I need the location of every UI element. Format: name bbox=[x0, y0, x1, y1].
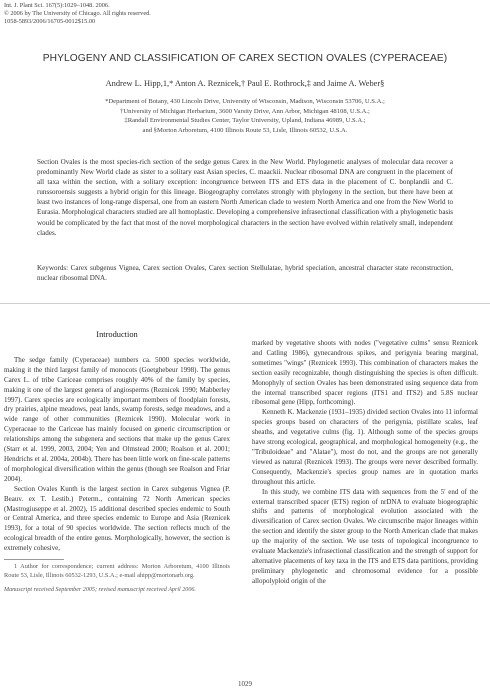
section-heading-introduction: Introduction bbox=[96, 330, 138, 339]
body-paragraph: Kenneth K. Mackenzie (1931–1935) divided section Ovales into 11 informal species groups based on characters of the perigynia, pistillate scales, leaf sheaths, and vegetative culms (fig. 1). Although some of the species groups have strong ecological, geographical, and morphological homogeneity (e.g., the "Tribuloideae" and "Alatae"), most do not, and the groups are not generally viewed as natural (Reznicek 1993). The groups were never described formally. Consequently, Mackenzie's species group names are in quotation marks throughout this article. bbox=[252, 408, 478, 486]
abstract: Section Ovales is the most species-rich section of the sedge genus Carex in the New World. Phylogenetic analyses of molecular data recover a predominantly New World clade as sister to a solitary east Asian species, C. maackii. Nuclear ribosomal DNA are congruent in the placement of all taxa within the section, with a solitary exception: incongruence between ITS and ETS data in the placement of C. bonplandii and C. runssoroensis suggests a hybrid origin for this lineage. Biogeography correlates strongly with phylogeny in the section, but there have been at least two instances of long-range dispersal, one from an eastern North American clade to western North America and one from the New World to Eurasia. Morphological characters studied are all homoplastic. Developing a comprehensive infrasectional classification with a phylogenetic basis would be complicated by the fact that most of the novel morphological characters in the section have evolved within relatively small, independent clades. bbox=[37, 158, 453, 237]
affiliation-1: *Department of Botany, 430 Lincoln Drive, University of Wisconsin, Madison, Wisconsin 53706, U.S.A.; bbox=[105, 98, 385, 105]
affiliation-4: and §Morton Arboretum, 4100 Illinois Route 53, Lisle, Illinois 60532, U.S.A. bbox=[142, 126, 348, 134]
body-paragraph: marked by vegetative shoots with nodes ("vegetative culms" sensu Reznicek and Catling 1986), gynecandrous spikes, and perigynia bearing marginal, sometimes "wings" (Reznicek 1993). This combination of characters makes the section easily recognizable, though distinguishing the species is often difficult. Monophyly of section Ovales has been demonstrated using sequence data from the internal transcribed spacer regions (ITS1 and ITS2) and 5.8S nuclear ribosomal gene (Hipp, forthcoming). bbox=[252, 339, 478, 407]
journal-header bbox=[4, 2, 151, 26]
affiliations bbox=[30, 97, 460, 135]
author-footnote: 1 Author for correspondence; current address: Morton Arboretum, 4100 Illinois Route 53, Lisle, Illinois 60532-1293, U.S.A.; e-mail ahipp@mortonarb.org. bbox=[4, 563, 230, 579]
copyright-line: © 2006 by The University of Chicago. All rights reserved. bbox=[4, 10, 151, 17]
page-number: 1029 bbox=[238, 680, 252, 688]
keywords: Keywords: Carex subgenus Vignea, Carex section Ovales, Carex section Stellulatae, hybrid speciation, ancestral character state reconstruction, nuclear ribosomal DNA. bbox=[37, 264, 453, 283]
right-column bbox=[252, 339, 478, 587]
article-title: PHYLOGENY AND CLASSIFICATION OF CAREX SECTION OVALES (CYPERACEAE) bbox=[42, 53, 448, 64]
affiliation-3: ‡Randall Environmental Studies Center, Taylor University, Upland, Indiana 46989, U.S.A.; bbox=[124, 117, 366, 125]
citation-line: Int. J. Plant Sci. 167(5):1029–1048. 2006. bbox=[4, 2, 110, 9]
left-column bbox=[4, 330, 230, 594]
body-paragraph: Section Ovales Kunth is the largest section in Carex subgenus Vignea (P. Beauv. ex T. Lestib.) Peterm., containing 72 North American species (Mastrogiuseppe et al. 2002), 15 additional described species endemic to South or Central America, and three species endemic to Europe and Asia (Reznicek 1993), for a total of 90 species worldwide. The section reflects much of the ecological breadth of the entire genus. Morphologically, however, the section is extremely cohesive, bbox=[4, 484, 230, 553]
affiliation-2: †University of Michigan Herbarium, 3600 Varsity Drive, Ann Arbor, Michigan 48108, U.S.A.; bbox=[120, 107, 370, 115]
author-line: Andrew L. Hipp,1,* Anton A. Reznicek,† Paul E. Rothrock,‡ and Jaime A. Weber§ bbox=[105, 79, 385, 88]
body-paragraph: In this study, we combine ITS data with sequences from the 5′ end of the external transcribed spacer (ETS) region of nrDNA to evaluate biogeographic shifts and patterns of morphological evolution associated with the diversification of Carex section Ovales. We circumscribe major lineages within the section and identify the sister group to the North American clade that makes up the majority of the section. We use tests of topological incongruence to evaluate Mackenzie's infrasectional classification and the strength of support for alternative placements of key taxa in the ITS and ETS data partitions, providing preliminary phylogenetic and chromosomal evidence for a possible allopolyploid origin of the bbox=[252, 487, 478, 585]
issn-line: 1058-5893/2006/16705-0012$15.00 bbox=[4, 18, 96, 25]
footnote-rule bbox=[4, 559, 64, 560]
section-divider bbox=[0, 303, 490, 304]
manuscript-dates: Manuscript received September 2005; revised manuscript received April 2006. bbox=[4, 587, 196, 594]
body-paragraph: The sedge family (Cyperaceae) numbers ca. 5000 species worldwide, making it the third largest family of monocots (Goetghebeur 1998). The genus Carex L. of tribe Cariceae comprises roughly 40% of the family by species, making it one of the largest genera of angiosperms (Reznicek 1990; Mabberley 1997). Carex species are ecologically important members of floodplain forests, dry prairies, alpine meadows, peat lands, swamp forests, sedge meadows, and a wide range of other communities (Reznicek 1990). Molecular work in Cyperaceae to the Cariceae has mainly focused on generic circumscription or relationships among the subgenera and sections that make up the genus Carex (Starr et al. 1999, 2003, 2004; Yen and Olmstead 2000; Roalson et al. 2001; Hendrichs et al. 2004a, 2004b). There has been little work on fine-scale patterns of morphological diversification within the genus (though see Roalson and Friar 2004). bbox=[4, 355, 230, 483]
